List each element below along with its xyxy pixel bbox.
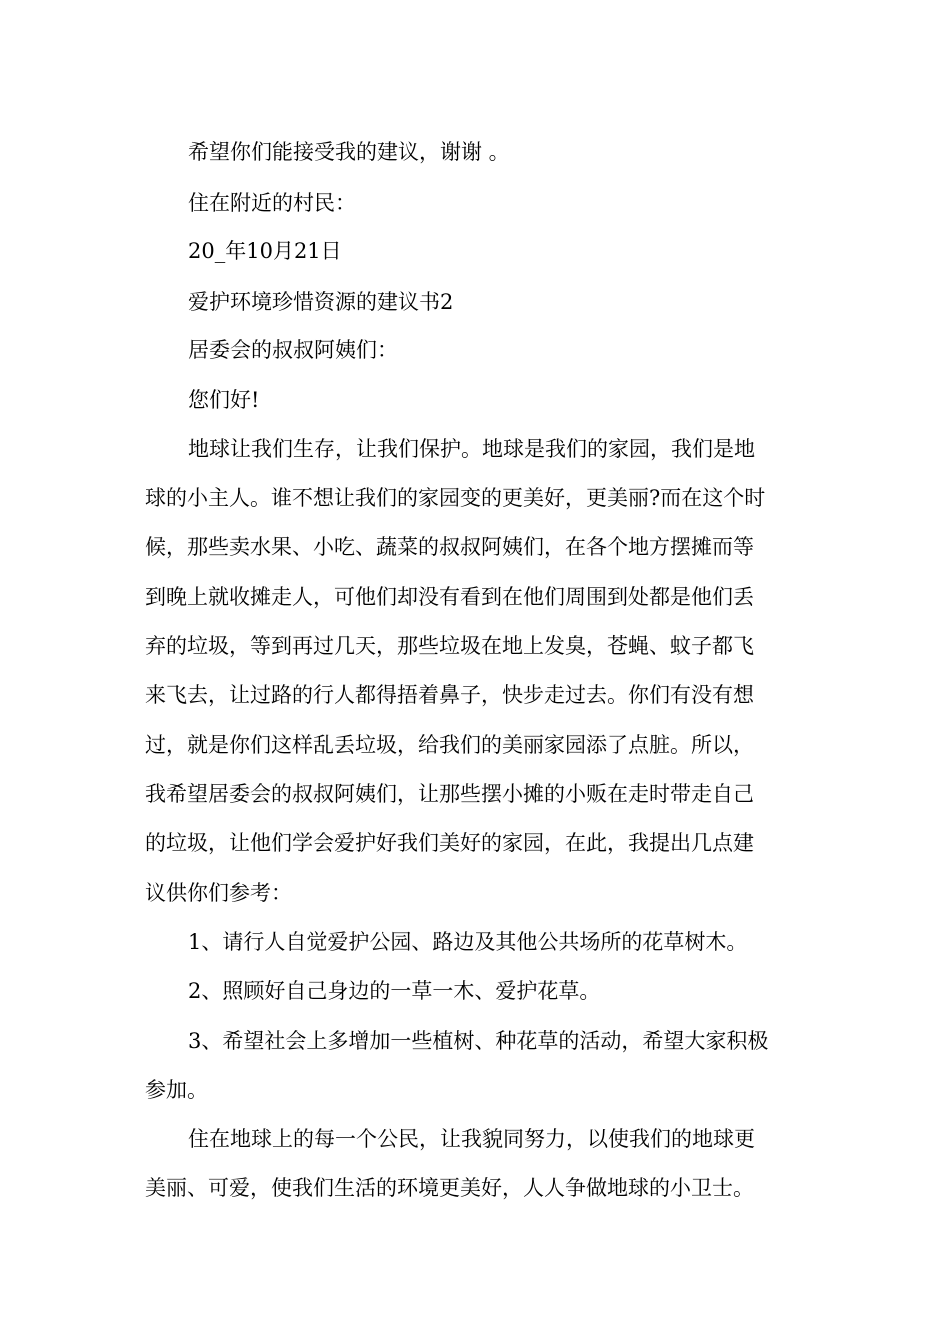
body-line: 的垃圾，让他们学会爱护好我们美好的家园，在此，我提出几点建 [145,831,754,855]
body-line: 弃的垃圾，等到再过几天，那些垃圾在地上发臭，苍蝇、蚊子都飞 [145,634,754,658]
body-line: 地球让我们生存，让我们保护。地球是我们的家园，我们是地 [188,437,755,461]
date-line: 20_年10月21日 [188,239,342,263]
document-title: 爱护环境珍惜资源的建议书2 [188,290,454,314]
conclusion-line: 住在地球上的每一个公民，让我貌同努力，以使我们的地球更 [188,1127,755,1151]
body-line: 到晚上就收摊走人，可他们却没有看到在他们周围到处都是他们丢 [145,585,754,609]
greeting-line: 您们好! [188,388,260,412]
body-line: 过，就是你们这样乱丢垃圾，给我们的美丽家园添了点脏。所以， [145,733,754,757]
list-item: 2、照顾好自己身边的一草一木、爱护花草。 [188,979,601,1003]
list-item-continuation: 参加。 [145,1078,208,1102]
body-line: 球的小主人。谁不想让我们的家园变的更美好，更美丽?而在这个时 [145,486,766,510]
body-line: 候，那些卖水果、小吃、蔬菜的叔叔阿姨们，在各个地方摆摊而等 [145,535,754,559]
salutation-line: 居委会的叔叔阿姨们： [188,338,398,362]
body-line: 来飞去，让过路的行人都得捂着鼻子，快步走过去。你们有没有想 [145,683,754,707]
body-line: 议供你们参考： [145,881,292,905]
body-line: 我希望居委会的叔叔阿姨们，让那些摆小摊的小贩在走时带走自己 [145,782,754,806]
list-item: 1、请行人自觉爱护公园、路边及其他公共场所的花草树木。 [188,930,748,954]
closing-line: 希望你们能接受我的建议，谢谢 。 [188,140,510,164]
list-item: 3、希望社会上多增加一些植树、种花草的活动，希望大家积极 [188,1029,769,1053]
conclusion-line: 美丽、可爱，使我们生活的环境更美好，人人争做地球的小卫士。 [145,1176,754,1200]
sender-line: 住在附近的村民： [188,191,356,215]
